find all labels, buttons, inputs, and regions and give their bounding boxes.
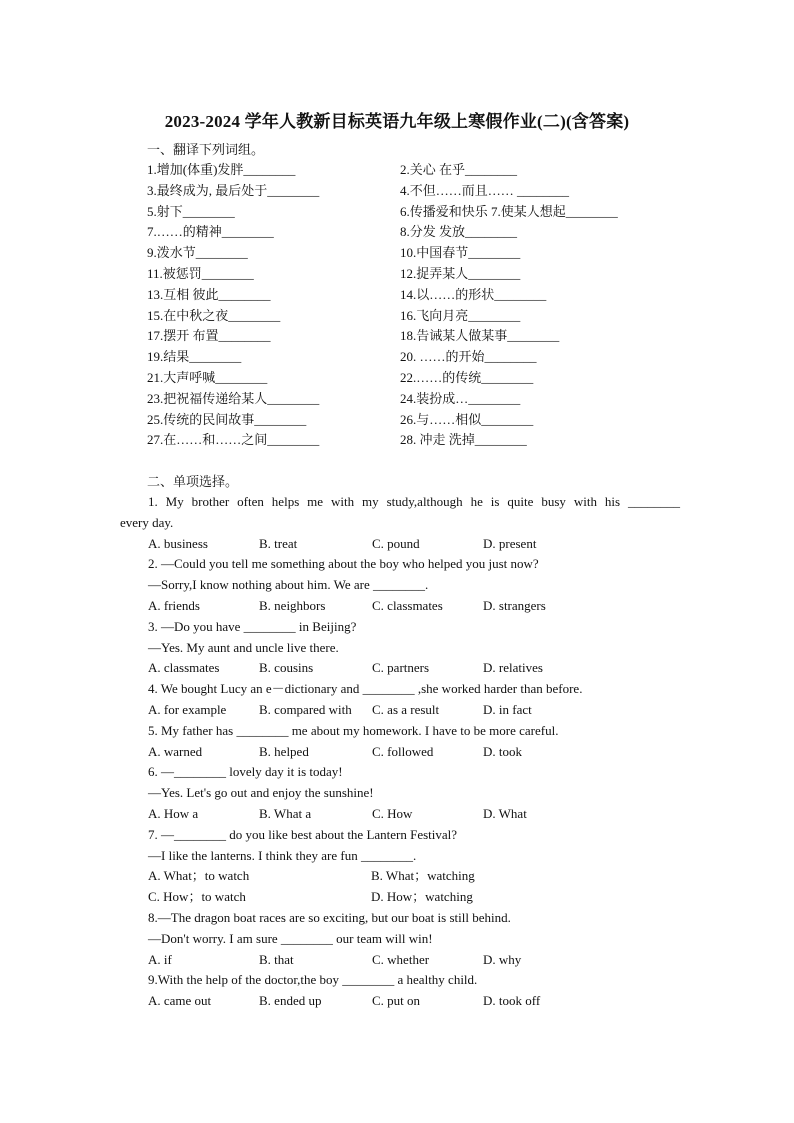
vocab-item: 3.最终成为, 最后处于________ <box>147 182 320 198</box>
option: A. came out <box>148 993 212 1009</box>
option: D. What <box>483 805 527 821</box>
options-row <box>120 950 680 971</box>
option: A. warned <box>148 743 203 759</box>
vocab-row <box>147 368 707 389</box>
vocab-item: 20. ……的开始________ <box>400 349 537 365</box>
option: C. whether <box>372 951 430 967</box>
vocab-item: 26.与……相似________ <box>400 411 534 427</box>
option: D. present <box>483 535 537 551</box>
vocab-item: 12.捉弄某人________ <box>400 265 521 281</box>
option: C. pound <box>372 535 420 551</box>
vocab-item: 24.装扮成…________ <box>400 390 521 406</box>
page-title: 2023-2024 学年人教新目标英语九年级上寒假作业(二)(含答案) <box>164 112 630 131</box>
vocab-row <box>147 389 707 410</box>
question-text: 4. We bought Lucy an e－dictionary and ________ ,she worked harder than before. <box>148 681 583 697</box>
vocab-item: 14.以……的形状________ <box>400 286 547 302</box>
options-row <box>120 991 680 1012</box>
question-text: every day. <box>120 514 174 530</box>
options-row <box>120 658 680 679</box>
options-row <box>120 887 680 908</box>
options-row <box>120 742 680 763</box>
vocab-row <box>147 264 707 285</box>
question-text: —Don't worry. I am sure ________ our team will win! <box>148 930 433 946</box>
option: D. in fact <box>483 701 532 717</box>
vocab-item: 8.分发 发放________ <box>400 224 518 240</box>
option: B. What a <box>259 805 312 821</box>
question-text: —Sorry,I know nothing about him. We are ________. <box>148 577 429 593</box>
option: C. followed <box>372 743 434 759</box>
vocab-row <box>147 202 707 223</box>
multiple-choice-list <box>120 492 680 1012</box>
options-row <box>120 804 680 825</box>
vocab-row <box>147 222 707 243</box>
option: C. put on <box>372 993 421 1009</box>
vocab-item: 1.增加(体重)发胖________ <box>147 162 296 177</box>
vocab-item: 16.飞向月亮________ <box>400 307 521 323</box>
question-text: 3. —Do you have ________ in Beijing? <box>148 618 357 634</box>
question-text: 6. —________ lovely day it is today! <box>148 764 343 780</box>
option: A. What；to watch <box>148 868 250 884</box>
vocab-item: 6.传播爱和快乐 7.使某人想起________ <box>400 203 618 219</box>
vocab-item: 10.中国春节________ <box>400 245 521 261</box>
vocab-row <box>147 285 707 306</box>
question-text: 5. My father has ________ me about my homework. I have to be more careful. <box>148 722 559 738</box>
options-row <box>120 866 680 887</box>
question-text: —Yes. Let's go out and enjoy the sunshine! <box>148 785 374 801</box>
vocab-row <box>147 160 707 181</box>
question-text: 1. My brother often helps me with my study,although he is quite busy with his ________ <box>148 494 680 509</box>
option: A. for example <box>148 701 227 717</box>
option: B. What；watching <box>371 868 475 884</box>
vocab-row <box>147 347 707 368</box>
vocab-list <box>147 160 707 451</box>
option: A. friends <box>148 597 200 613</box>
vocab-item: 19.结果________ <box>147 349 242 365</box>
option: D. How；watching <box>371 889 473 905</box>
option: B. neighbors <box>259 597 326 613</box>
vocab-item: 5.射下________ <box>147 203 235 219</box>
section1-heading: 一、翻译下列词组。 <box>147 142 265 157</box>
option: B. ended up <box>259 993 322 1009</box>
option: B. compared with <box>259 701 352 717</box>
option: C. as a result <box>372 701 440 717</box>
option: C. classmates <box>372 597 443 613</box>
vocab-item: 9.泼水节________ <box>147 245 248 261</box>
vocab-item: 7.……的精神________ <box>147 224 274 240</box>
options-row <box>120 534 680 555</box>
option: B. helped <box>259 743 309 759</box>
vocab-row <box>147 410 707 431</box>
option: D. strangers <box>483 597 546 613</box>
vocab-item: 11.被惩罚________ <box>147 265 254 281</box>
vocab-item: 13.互相 彼此________ <box>147 286 271 302</box>
vocab-item: 15.在中秋之夜________ <box>147 307 281 323</box>
question-text: 9.With the help of the doctor,the boy ________ a healthy child. <box>148 972 478 988</box>
option: A. classmates <box>148 660 220 676</box>
option: B. that <box>259 951 294 967</box>
option: C. How <box>372 805 413 821</box>
vocab-item: 28. 冲走 洗掉________ <box>400 432 527 448</box>
vocab-item: 4.不但……而且…… ________ <box>400 182 570 198</box>
vocab-row <box>147 430 707 451</box>
vocab-row <box>147 326 707 347</box>
vocab-row <box>147 243 707 264</box>
vocab-row <box>147 181 707 202</box>
vocab-item: 2.关心 在乎________ <box>400 162 518 177</box>
question-text: 8.—The dragon boat races are so exciting, but our boat is still behind. <box>148 909 511 925</box>
option: D. why <box>483 951 522 967</box>
option: A. How a <box>148 805 199 821</box>
option: D. relatives <box>483 660 543 676</box>
option: C. partners <box>372 660 430 676</box>
question-text: —Yes. My aunt and uncle live there. <box>148 639 339 655</box>
option: C. How；to watch <box>148 889 246 905</box>
vocab-item: 18.告诫某人做某事________ <box>400 328 560 344</box>
option: D. took off <box>483 993 541 1009</box>
option: A. business <box>148 535 208 551</box>
question-text: —I like the lanterns. I think they are fun ________. <box>148 847 417 863</box>
option: B. treat <box>259 535 298 551</box>
vocab-item: 22.……的传统________ <box>400 369 534 385</box>
option: D. took <box>483 743 522 759</box>
vocab-item: 21.大声呼喊________ <box>147 369 268 385</box>
question-text: 7. —________ do you like best about the Lantern Festival? <box>148 826 458 842</box>
options-row <box>120 596 680 617</box>
vocab-item: 23.把祝福传递给某人________ <box>147 390 320 406</box>
vocab-item: 17.摆开 布置________ <box>147 328 271 344</box>
option: A. if <box>148 951 172 967</box>
options-row <box>120 700 680 721</box>
vocab-item: 25.传统的民间故事________ <box>147 411 307 427</box>
vocab-item: 27.在……和……之间________ <box>147 432 320 448</box>
section2-heading: 二、单项选择。 <box>147 474 239 489</box>
vocab-row <box>147 306 707 327</box>
option: B. cousins <box>259 660 314 676</box>
question-text: 2. —Could you tell me something about the boy who helped you just now? <box>148 556 539 572</box>
